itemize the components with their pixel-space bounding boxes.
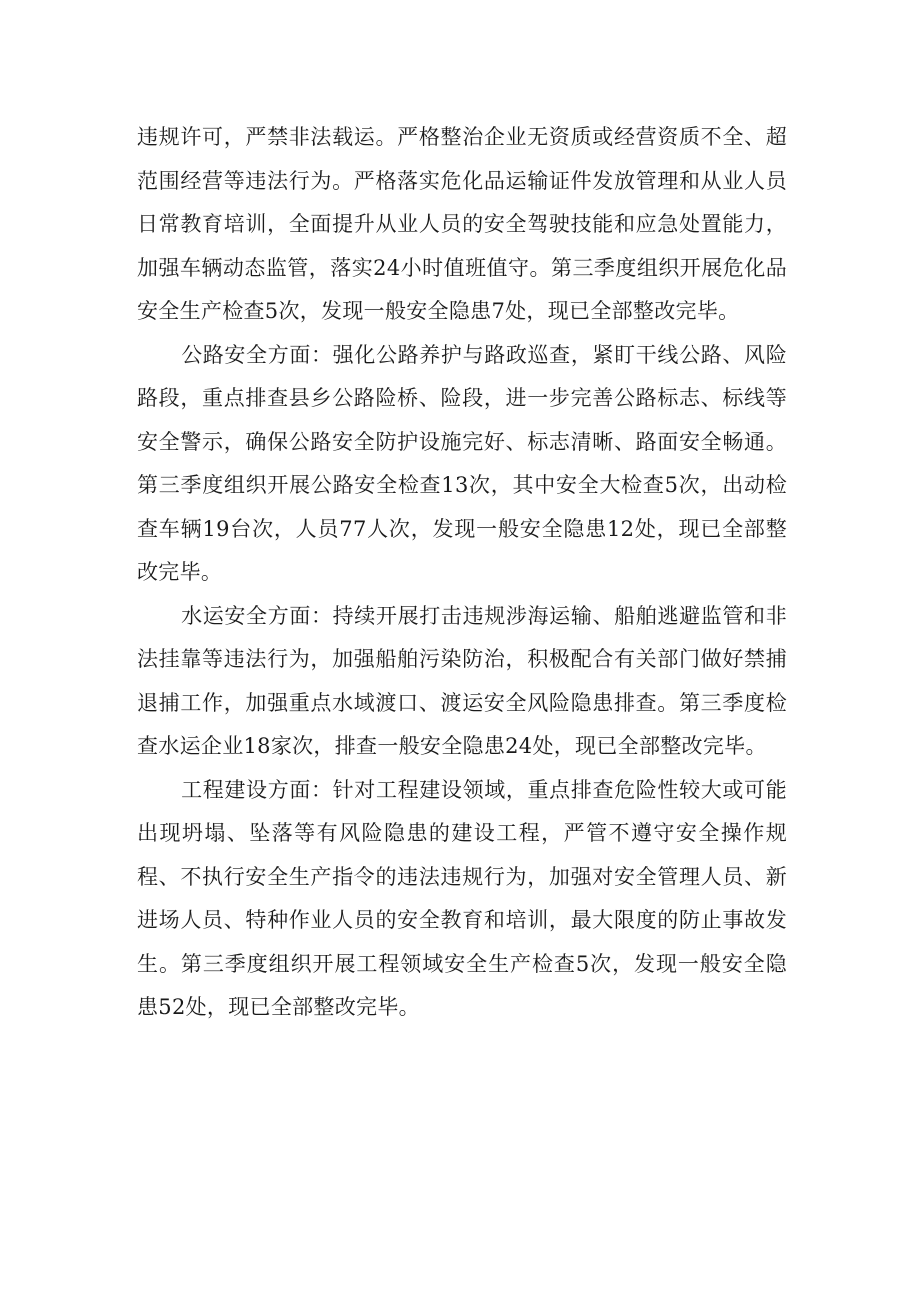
paragraph-dangerous-goods-continued: 违规许可，严禁非法载运。严格整治企业无资质或经营资质不全、超范围经营等违法行为。严格落实危化品运输证件发放管理和从业人员日常教育培训，全面提升从业人员的安全驾驶技能和应急处置能力，加强车辆动态监管，落实24小时值班值守。第三季度组织开展危化品安全生产检查5次，发现一般安全隐患7处，现已全部整改完毕。 [137,125,787,323]
document-body [137,116,787,1030]
paragraph-highway-safety: 公路安全方面：强化公路养护与路政巡查，紧盯干线公路、风险路段，重点排查县乡公路险桥、险段，进一步完善公路标志、标线等安全警示，确保公路安全防护设施完好、标志清晰、路面安全畅通。第三季度组织开展公路安全检查13次，其中安全大检查5次，出动检查车辆19台次，人员77人次，发现一般安全隐患12处，现已全部整改完毕。 [137,342,787,584]
paragraph-construction-safety: 工程建设方面：针对工程建设领域，重点排查危险性较大或可能出现坍塌、坠落等有风险隐患的建设工程，严管不遵守安全操作规程、不执行安全生产指令的违法违规行为，加强对安全管理人员、新进场人员、特种作业人员的安全教育和培训，最大限度的防止事故发生。第三季度组织开展工程领域安全生产检查5次，发现一般安全隐患52处，现已全部整改完毕。 [137,777,787,1019]
paragraph-waterway-safety: 水运安全方面：持续开展打击违规涉海运输、船舶逃避监管和非法挂靠等违法行为，加强船舶污染防治，积极配合有关部门做好禁捕退捕工作，加强重点水域渡口、渡运安全风险隐患排查。第三季度检查水运企业18家次，排查一般安全隐患24处，现已全部整改完毕。 [137,603,787,758]
